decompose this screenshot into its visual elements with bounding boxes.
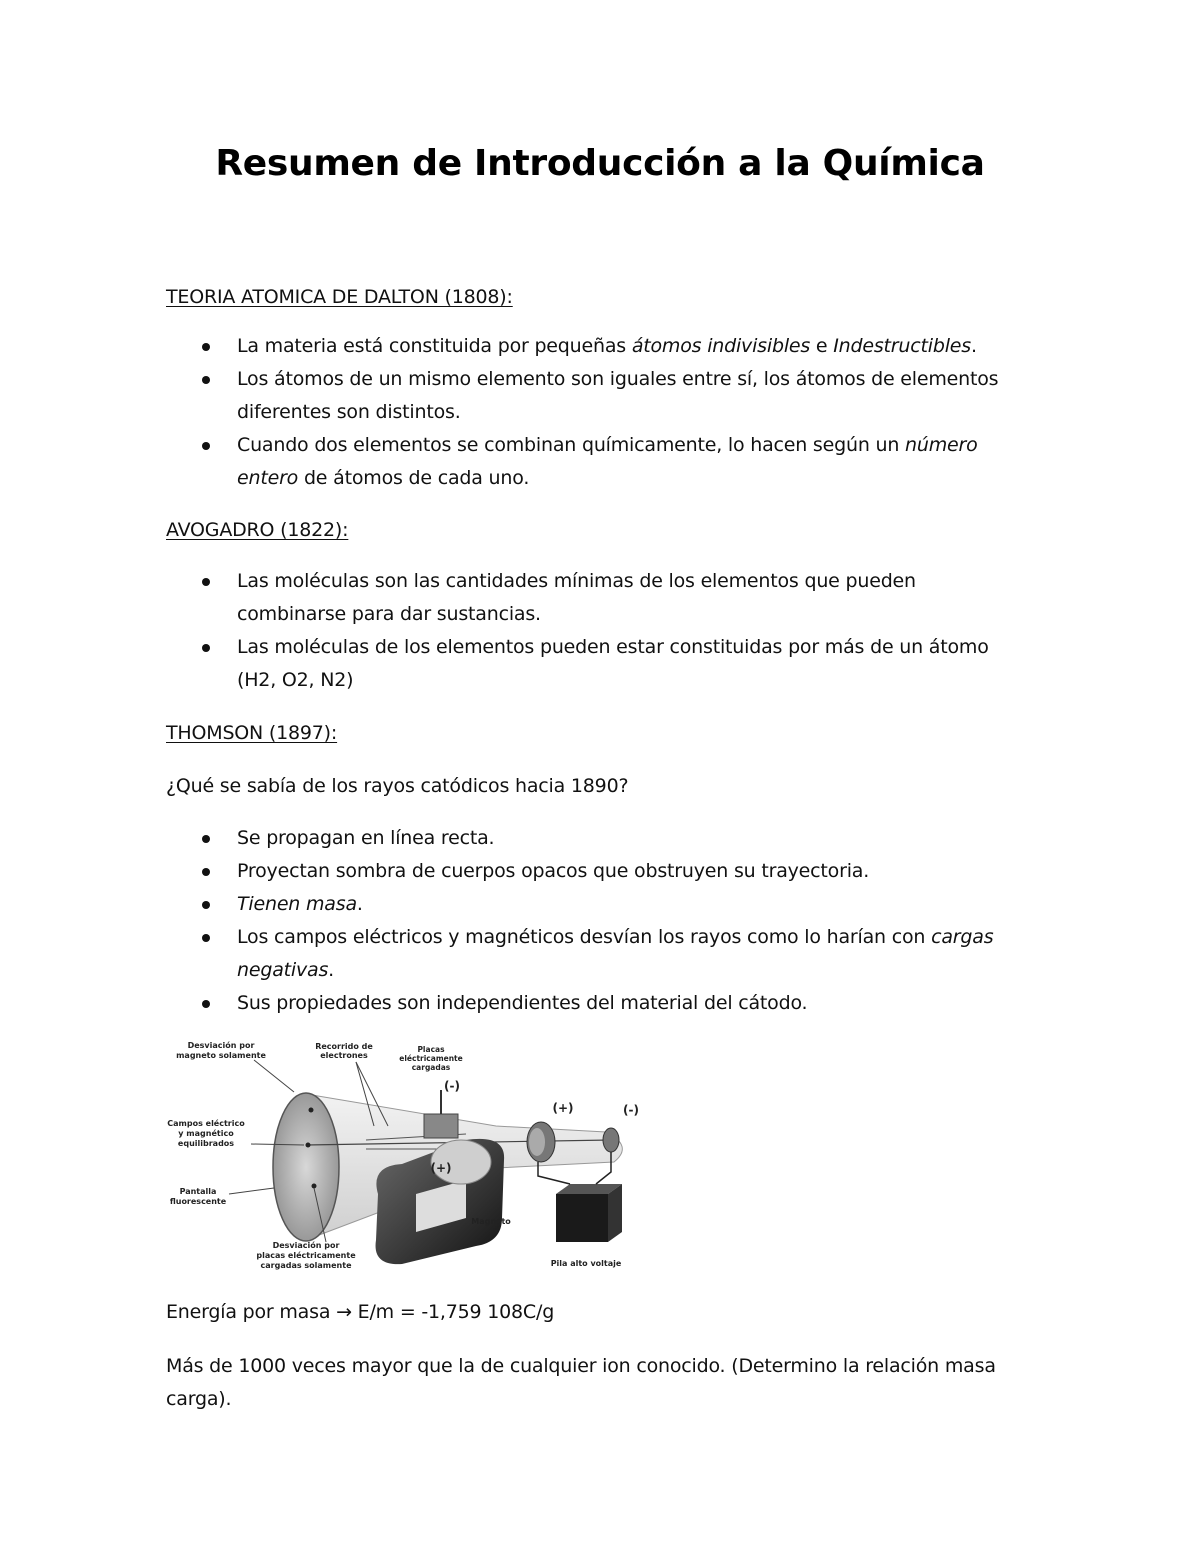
list-item: Los campos eléctricos y magnéticos desvían los rayos como lo harían con cargas negativas. (166, 921, 1046, 987)
cathode-disk (603, 1128, 619, 1152)
label-pila: Pila alto voltaje (550, 1259, 622, 1268)
energia-formula: Energía por masa → E/m = -1,759 108C/g (166, 1301, 555, 1323)
list-item: Los átomos de un mismo elemento son iguales entre sí, los átomos de elementos diferentes son distintos. (166, 363, 1046, 429)
list-item: Proyectan sombra de cuerpos opacos que obstruyen su trayectoria. (166, 855, 1046, 888)
battery (556, 1194, 608, 1242)
label-desviacion-magneto-2: magneto solamente (176, 1051, 266, 1060)
negative-plate (424, 1114, 458, 1138)
label-desv-placas-2: placas eléctricamente (256, 1251, 356, 1260)
label-campos-2: y magnético (178, 1129, 234, 1138)
section-heading-avogadro: AVOGADRO (1822): (166, 519, 349, 541)
label-pantalla-1: Pantalla (179, 1187, 217, 1196)
label-recorrido-1: Recorrido de (315, 1042, 373, 1051)
label-plus-anode: (+) (552, 1101, 574, 1115)
list-item: Se propagan en línea recta. (166, 822, 1046, 855)
fluorescent-screen (273, 1093, 339, 1241)
cathode-ray-tube-figure (166, 1034, 646, 1270)
label-campos-1: Campos eléctrico (167, 1119, 245, 1128)
label-plus-plate: (+) (430, 1161, 452, 1175)
avogadro-bullet-list (166, 565, 1046, 697)
dalton-bullet-list (166, 330, 1046, 495)
list-item: Sus propiedades son independientes del material del cátodo. (166, 987, 1046, 1020)
thomson-question: ¿Qué se sabía de los rayos catódicos hacia 1890? (166, 775, 629, 797)
label-placas-3: cargadas (411, 1063, 451, 1072)
label-minus-cathode: (-) (623, 1103, 639, 1117)
list-item: Tienen masa. (166, 888, 1046, 921)
page-title: Resumen de Introducción a la Química (215, 143, 985, 184)
list-item: La materia está constituida por pequeñas átomos indivisibles e Indestructibles. (166, 330, 1046, 363)
label-desviacion-magneto-1: Desviación por (187, 1041, 255, 1050)
cathode-ray-tube-diagram (166, 1034, 646, 1270)
label-desv-placas-1: Desviación por (272, 1241, 340, 1250)
list-item: Las moléculas son las cantidades mínimas de los elementos que pueden combinarse para dar sustancias. (166, 565, 1046, 631)
section-heading-thomson: THOMSON (1897): (166, 722, 338, 744)
thomson-bullet-list (166, 822, 1046, 1020)
label-campos-3: equilibrados (177, 1139, 235, 1148)
list-item: Las moléculas de los elementos pueden estar constituidas por más de un átomo (H2, O2, N2) (166, 631, 1046, 697)
label-placas-1: Placas (417, 1045, 445, 1054)
conclusion-line-1: Más de 1000 veces mayor que la de cualquier ion conocido. (Determino la relación masa (166, 1355, 996, 1377)
label-recorrido-2: electrones (320, 1051, 368, 1060)
conclusion-line-2: carga). (166, 1388, 232, 1410)
label-placas-2: eléctricamente (399, 1054, 463, 1063)
section-heading-dalton: TEORIA ATOMICA DE DALTON (1808): (166, 286, 513, 308)
label-minus-plate: (-) (444, 1079, 460, 1093)
label-desv-placas-3: cargadas solamente (260, 1261, 352, 1270)
label-magneto: Magneto (471, 1217, 511, 1226)
label-pantalla-2: fluorescente (169, 1197, 227, 1206)
list-item: Cuando dos elementos se combinan químicamente, lo hacen según un número entero de átomos de cada uno. (166, 429, 1046, 495)
